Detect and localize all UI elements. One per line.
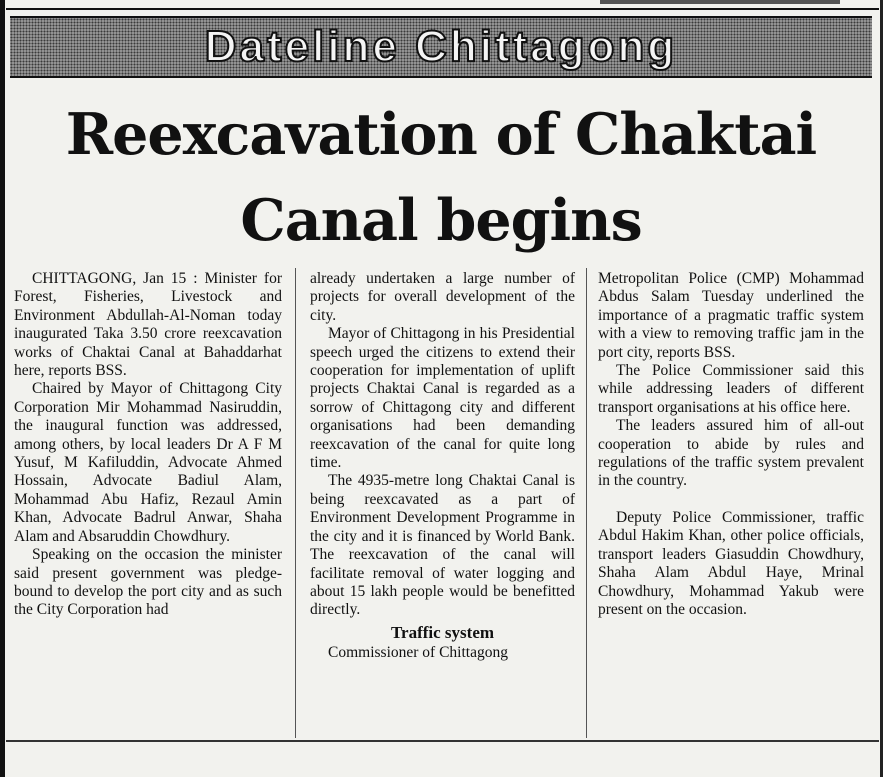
headline: Reexcavation of Chaktai Canal begins bbox=[65, 101, 817, 254]
paragraph: Deputy Police Commissioner, traffic Abdul Hakim Khan, other police officials, transport leaders Giasuddin Chowdhury, Shaha Alam Abdul Haye, Mrinal Chowdhury, Mohammad Yakub were present on the occasion. bbox=[598, 508, 864, 618]
paragraph: Speaking on the occasion the minister said present government was pledge-bound to develop the port city and as such the City Corporation had bbox=[14, 546, 282, 619]
section-banner bbox=[10, 16, 872, 78]
paragraph: Mayor of Chittagong in his Presidential speech urged the citizens to extend their cooperation for implementation of uplift projects Chaktai Canal is regarded as a sorrow of Chittagong city and different organisations had been demanding reexcavation of the canal for quite long time. bbox=[310, 325, 575, 472]
paragraph: The Police Commissioner said this while addressing leaders of different transport organisations at his office here. bbox=[598, 362, 864, 416]
paragraph: already undertaken a large number of projects for overall development of the city. bbox=[310, 270, 575, 324]
section-banner-text: Dateline Chittagong bbox=[204, 22, 678, 71]
column-divider bbox=[586, 268, 587, 738]
subheading: Traffic system bbox=[390, 622, 495, 642]
top-clipping-edge bbox=[600, 0, 840, 4]
paragraph: Commissioner of Chittagong bbox=[328, 643, 508, 661]
paragraph: Chaired by Mayor of Chittagong City Corporation Mir Mohammad Nasiruddin, the inaugural function was addressed, among others, by local leaders Dr A F M Yusuf, M Kafiluddin, Advocate Ahmed Hossain, Advocate Badiul Alam, Mohammad Abu Hafiz, Rezaul Amin Khan, Advocate Badrul Anwar, Shaha Alam and Absaruddin Chowdhury. bbox=[14, 380, 282, 545]
left-border bbox=[0, 0, 5, 777]
paragraph: CHITTAGONG, Jan 15 : Minister for Forest, Fisheries, Livestock and Environment Abdullah-Al-Noman today inaugurated Taka 3.50 crore reexcavation works of Chaktai Canal at Bahaddarhat here, reports BSS. bbox=[14, 270, 282, 380]
bottom-rule bbox=[6, 740, 879, 742]
paragraph: Metropolitan Police (CMP) Mohammad Abdus Salam Tuesday underlined the importance of a pragmatic traffic system with a view to removing traffic jam in the port city, reports BSS. bbox=[598, 270, 864, 361]
article-column-1 bbox=[14, 270, 282, 620]
top-rule bbox=[6, 8, 879, 10]
article-column-3 bbox=[598, 270, 864, 619]
column-divider bbox=[295, 268, 296, 738]
paragraph: The 4935-metre long Chaktai Canal is being reexcavated as a part of Environment Development Programme in the city and it is financed by World Bank. The reexcavation of the canal will facilitate removal of water logging and about 15 lakh people would be benefitted directly. bbox=[310, 472, 575, 619]
article-column-2 bbox=[310, 270, 575, 662]
paragraph-gap bbox=[598, 491, 864, 509]
paragraph: The leaders assured him of all-out cooperation to abide by rules and regulations of the traffic system prevalent in the country. bbox=[598, 417, 864, 490]
